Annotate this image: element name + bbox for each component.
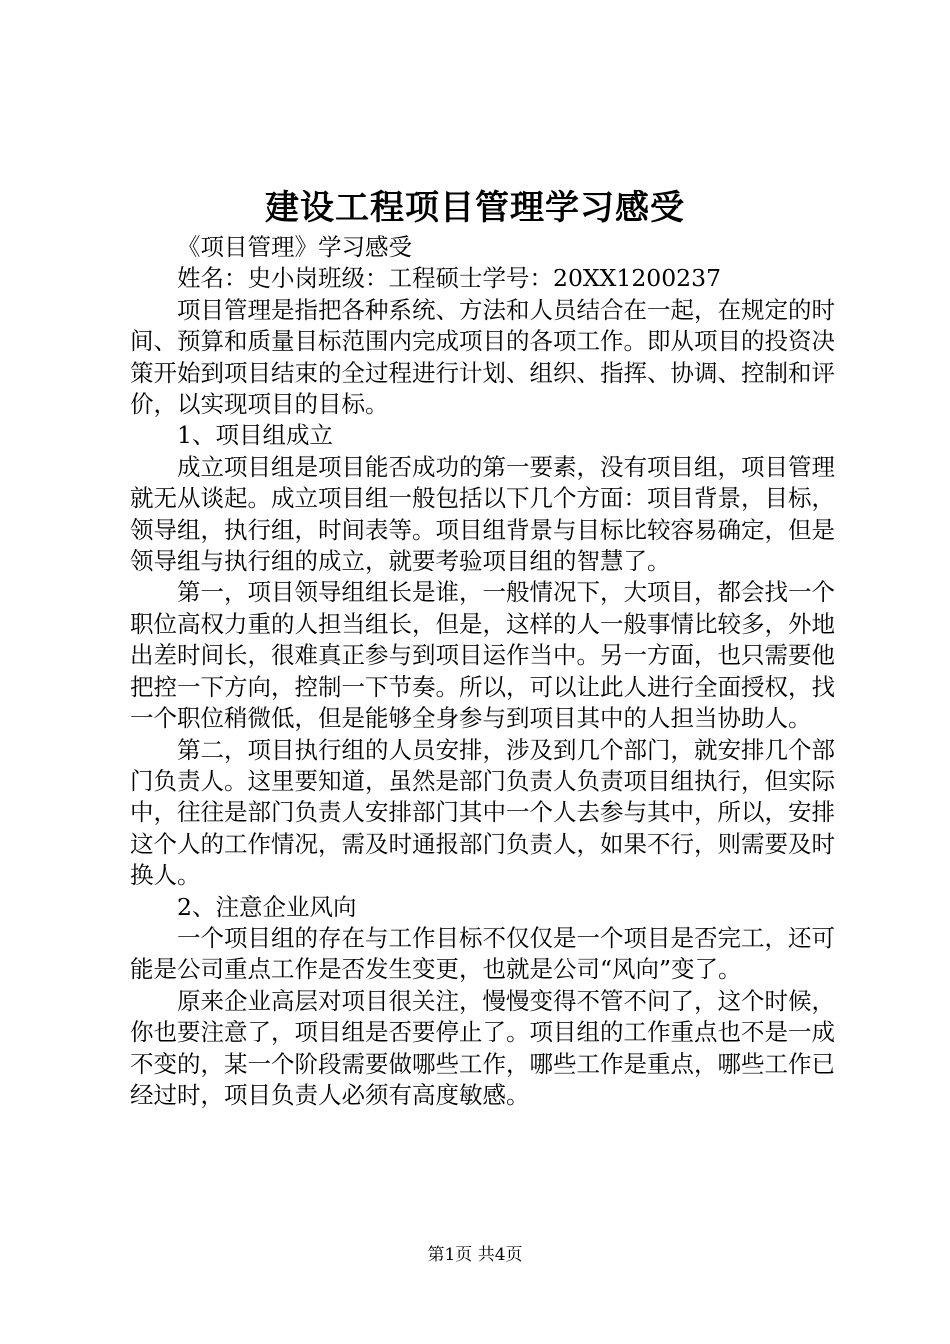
- author-info-line: 姓名：史小岗班级：工程硕士学号：20XX1200237: [177, 264, 722, 293]
- paragraph-management-attention: 原来企业高层对项目很关注，慢慢变得不管不问了，这个时候，你也要注意了，项目组是否要停止了。项目组的工作重点也不是一成不变的，某一个阶段需要做哪些工作，哪些工作是重点，哪些工作已经过时，项目负责人必须有高度敏感。: [130, 986, 835, 1109]
- section-heading-2: 2、注意企业风向: [177, 892, 357, 921]
- section-heading-1: 1、项目组成立: [177, 421, 333, 450]
- document-body: [130, 232, 835, 1111]
- subtitle-line: 《项目管理》学习感受: [177, 233, 412, 261]
- paragraph-team-setup: 成立项目组是项目能否成功的第一要素，没有项目组，项目管理就无从谈起。成立项目组一般包括以下几个方面：项目背景，目标，领导组，执行组，时间表等。项目组背景与目标比较容易确定，但是领导组与执行组的成立，就要考验项目组的智慧了。: [130, 452, 835, 576]
- paragraph-execution-group: 第二，项目执行组的人员安排，涉及到几个部门，就安排几个部门负责人。这里要知道，虽然是部门负责人负责项目组执行，但实际中，往往是部门负责人安排部门其中一个人去参与其中，所以，安排这个人的工作情况，需及时通报部门负责人，如果不行，则需要及时换人。: [130, 735, 835, 890]
- paragraph-team-purpose: 一个项目组的存在与工作目标不仅仅是一个项目是否完工，还可能是公司重点工作是否发生变更，也就是公司“风向”变了。: [130, 923, 835, 984]
- paragraph-definition: 项目管理是指把各种系统、方法和人员结合在一起，在规定的时间、预算和质量目标范围内完成项目的各项工作。即从项目的投资决策开始到项目结束的全过程进行计划、组织、指挥、协调、控制和评价，以实现项目的目标。: [130, 295, 835, 419]
- paragraph-leader-group: 第一，项目领导组组长是谁，一般情况下，大项目，都会找一个职位高权力重的人担当组长，但是，这样的人一般事情比较多，外地出差时间长，很难真正参与到项目运作当中。另一方面，也只需要他把控一下方向，控制一下节奏。所以，可以让此人进行全面授权，找一个职位稍微低，但是能够全身参与到项目其中的人担当协助人。: [130, 578, 835, 733]
- document-title: 建设工程项目管理学习感受: [265, 188, 685, 228]
- page-footer: 第1页 共4页: [427, 1245, 523, 1265]
